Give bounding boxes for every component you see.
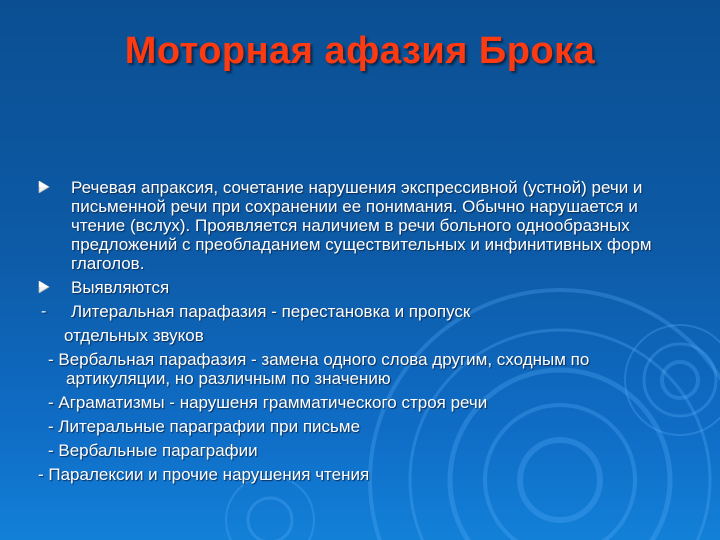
list-line: - Литеральные параграфии при письме	[48, 417, 361, 436]
dash-item	[38, 302, 678, 321]
triangle-arrow-icon	[38, 281, 50, 293]
list-line: - Аграматизмы - нарушеня грамматического строя речи	[48, 393, 488, 412]
list-line: - Паралексии и прочие нарушения чтения	[38, 465, 370, 484]
slide-title: Моторная афазия Брока	[124, 30, 596, 72]
triangle-arrow-icon	[38, 181, 50, 193]
bullet-text: Речевая апраксия, сочетание нарушения экспрессивной (устной) речи и письменной речи при сохранении ее понимания. Обычно нарушается и чтение (вслух). Проявляется наличием в речи больного однообразных предложений с преобладанием существительных и инфинитивных форм глаголов.	[71, 178, 652, 273]
bullet-item	[38, 278, 678, 297]
dash-marker: -	[41, 303, 47, 320]
bullet-item	[38, 178, 678, 273]
list-line: - Вербальные параграфии	[48, 441, 258, 460]
dash-text: Литеральная парафазия - перестановка и пропуск	[71, 302, 471, 321]
slide-body	[38, 178, 678, 489]
continuation-line: отдельных звуков	[64, 326, 204, 345]
bullet-text: Выявляются	[71, 278, 170, 297]
list-line: - Вербальная парафазия - замена одного слова другим, сходным по артикуляции, но различным по значению	[48, 350, 590, 388]
